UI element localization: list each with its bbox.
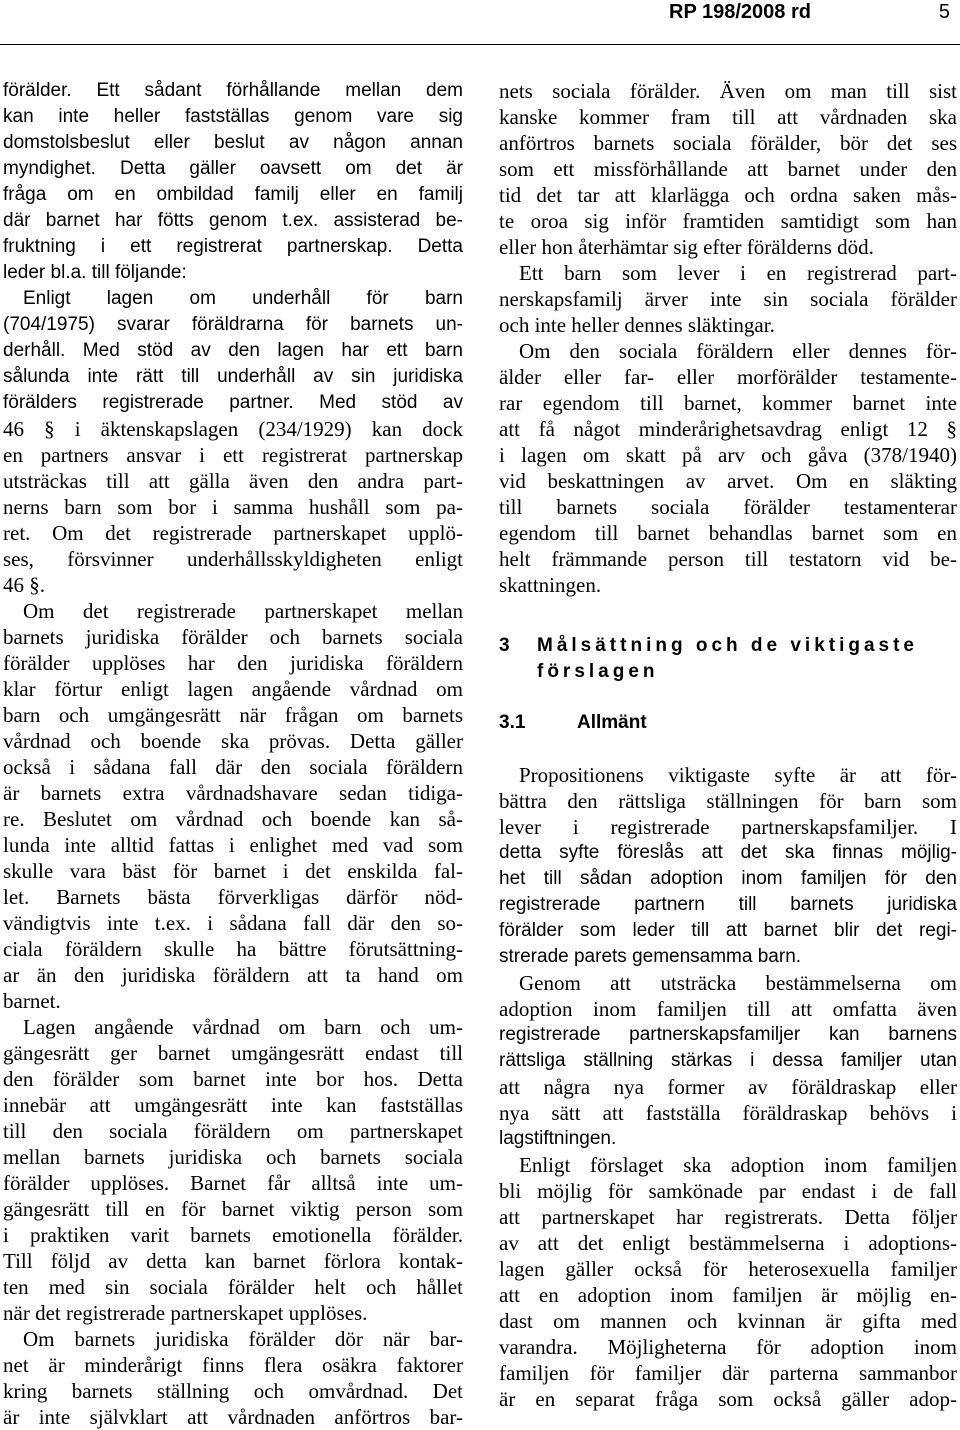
text-line: ret. Om det registrerade partnerskapet upplö-	[3, 521, 463, 545]
text-line: är en separat fråga som också gäller adop-	[499, 1387, 957, 1411]
text-line: (704/1975) svarar föräldrarna för barnets un-	[3, 314, 463, 335]
text-line: i praktiken varit barnets emotionella förälder.	[3, 1223, 463, 1247]
text-line: Enligt förslaget ska adoption inom familjen	[519, 1153, 957, 1177]
text-line: fruktning i ett registrerat partnerskap. Detta	[3, 236, 463, 257]
text-line: eller hon återhämtar sig efter förälderns död.	[499, 235, 874, 259]
text-line: som ett missförhållande att barnet under den	[499, 157, 957, 181]
text-line: av att det enligt bestämmelserna i adoptions-	[499, 1231, 957, 1255]
section-3-1-number: 3.1	[499, 712, 526, 733]
text-line: adoption inom familjen till att omfatta även	[499, 997, 957, 1021]
text-line: anförtros barnets sociala förälder, bör det ses	[499, 131, 957, 155]
text-line: let. Barnets bästa förverkligas därför nöd-	[3, 885, 463, 909]
text-line: innebär att umgängesrätt inte kan fastställas	[3, 1093, 463, 1117]
text-line: ar än den juridiska föräldern att ta hand om	[3, 963, 463, 987]
page-number: 5	[938, 1, 950, 23]
text-line: är inte självklart att vårdnaden anförtros bar-	[3, 1405, 463, 1429]
text-line: ses, försvinner underhållsskyldigheten enligt	[3, 547, 463, 571]
text-line: den förälder som barnet inte bor hos. Detta	[3, 1067, 463, 1091]
text-line: barnet.	[3, 989, 61, 1013]
text-line: när det registrerade partnerskapet upplöses.	[3, 1301, 368, 1325]
text-line: förälder upplöses har den juridiska föräldern	[3, 651, 463, 675]
text-line: sålunda inte rätt till underhåll av sin juridiska	[3, 366, 463, 387]
text-line: att några nya former av föräldraskap eller	[499, 1075, 957, 1099]
section-3-heading	[499, 633, 918, 659]
text-line: nerns barn som bor i samma hushåll som pa-	[3, 495, 463, 519]
text-line: Propositionens viktigaste syfte är att för-	[519, 763, 957, 787]
text-line: förälders registrerade partner. Med stöd av	[3, 392, 463, 413]
text-line: gängesrätt till en för barnet viktig person som	[3, 1197, 463, 1221]
text-line: varandra. Möjligheterna för adoption inom	[499, 1335, 957, 1359]
text-line: 46 §.	[3, 573, 45, 597]
text-line: ten med sin sociala förälder helt och hållet	[3, 1275, 463, 1299]
text-line: bli möjlig för samkönade par endast i de fall	[499, 1179, 957, 1203]
right-text-column-top	[499, 78, 957, 598]
text-line: kring barnets ställning och omvårdnad. Det	[3, 1379, 463, 1403]
text-line: strerade parets gemensamma barn.	[499, 946, 802, 967]
text-line: Om den sociala föräldern eller dennes för-	[519, 339, 957, 363]
text-line: Genom att utsträcka bestämmelserna om	[519, 971, 957, 995]
text-line: familjen för familjer där parterna sammanbor	[499, 1361, 957, 1385]
left-text-column	[3, 78, 463, 1430]
text-line: också i sådana fall där den sociala föräldern	[3, 755, 463, 779]
text-line: en partners ansvar i ett registrerat partnerskap	[3, 443, 463, 467]
text-line: rar egendom till barnet, kommer barnet inte	[499, 391, 957, 415]
text-line: till den sociala föräldern om partnerskapet	[3, 1119, 463, 1143]
text-line: Till följd av detta kan barnet förlora kontak-	[3, 1249, 463, 1273]
text-line: fråga om en ombildad familj eller en familj	[3, 184, 463, 205]
text-line: kanske kommer fram till att vårdnaden ska	[499, 105, 957, 129]
text-line: gängesrätt ger barnet umgängesrätt endast till	[3, 1041, 463, 1065]
text-line: vändigtvis inte t.ex. i sådana fall där den so-	[3, 911, 463, 935]
text-line: registrerade partnerskapsfamiljer kan barnens	[499, 1024, 957, 1045]
text-line: dast om mannen och kvinnan är gifta med	[499, 1309, 957, 1333]
text-line: mellan barnets juridiska och barnets sociala	[3, 1145, 463, 1169]
text-line: kan inte heller fastställas genom vare sig	[3, 106, 463, 127]
text-line: Om barnets juridiska förälder dör när bar-	[23, 1327, 463, 1351]
text-line: förälder som leder till att barnet blir det regi-	[499, 920, 957, 941]
section-3-title-line1: Målsättning och de viktigaste	[537, 635, 918, 656]
text-line: vid beskattningen av arvet. Om en släkting	[499, 469, 957, 493]
text-line: klar förtur enligt lagen angående vårdnad om	[3, 677, 463, 701]
text-line: tid det tar att klarlägga och ordna saken mås-	[499, 183, 957, 207]
text-line: barn och umgängesrätt när frågan om barnets	[3, 703, 463, 727]
text-line: lagstiftningen.	[499, 1128, 617, 1149]
header-rule	[0, 44, 960, 45]
section-3-title-line2: förslagen	[537, 661, 659, 682]
text-line: detta syfte föreslås att det ska finnas möjlig-	[499, 842, 957, 863]
section-3-1-heading	[499, 710, 647, 736]
text-line: myndighet. Detta gäller oavsett om det är	[3, 158, 463, 179]
text-line: domstolsbeslut eller beslut av någon annan	[3, 132, 463, 153]
text-line: helt främmande person till testatorn vid be-	[499, 547, 957, 571]
text-line: derhåll. Med stöd av den lagen har ett barn	[3, 340, 463, 361]
text-line: där barnet har fötts genom t.ex. assisterad be-	[3, 210, 463, 231]
text-line: vårdnad och boende ska prövas. Detta gäller	[3, 729, 463, 753]
text-line: net är minderårigt finns flera osäkra faktorer	[3, 1353, 463, 1377]
text-line: ciala föräldern skulle ha bättre förutsättning-	[3, 937, 463, 961]
text-line: att partnerskapet har registrerats. Detta följer	[499, 1205, 957, 1229]
text-line: i lagen om skatt på arv och gåva (378/1940)	[499, 443, 957, 467]
text-line: till barnets sociala förälder testamenterar	[499, 495, 957, 519]
text-line: te oroa sig inför framtiden samtidigt som han	[499, 209, 957, 233]
right-text-column-bottom	[499, 762, 957, 1412]
text-line: Ett barn som lever i en registrerad part-	[519, 261, 957, 285]
text-line: 46 § i äktenskapslagen (234/1929) kan dock	[3, 417, 463, 441]
text-line: förälder. Ett sådant förhållande mellan dem	[3, 80, 463, 101]
text-line: leder bl.a. till följande:	[3, 262, 187, 283]
text-line: rättsliga ställning stärkas i dessa familjer utan	[499, 1050, 957, 1071]
text-line: Enligt lagen om underhåll för barn	[23, 288, 463, 309]
text-line: skattningen.	[499, 573, 602, 597]
text-line: lunda inte alltid fattas i enlighet med vad som	[3, 833, 463, 857]
text-line: är barnets extra vårdnadshavare sedan tidiga-	[3, 781, 463, 805]
text-line: älder eller far- eller morförälder testamente-	[499, 365, 957, 389]
text-line: het till sådan adoption inom familjen för den	[499, 868, 957, 889]
section-3-1-title: Allmänt	[577, 712, 647, 733]
document-reference: RP 198/2008 rd	[669, 1, 811, 23]
text-line: egendom till barnet behandlas barnet som en	[499, 521, 957, 545]
text-line: barnets juridiska förälder och barnets sociala	[3, 625, 463, 649]
text-line: skulle vara bäst för barnet i det enskilda fal-	[3, 859, 463, 883]
text-line: Om det registrerade partnerskapet mellan	[23, 599, 463, 623]
text-line: lever i registrerade partnerskapsfamiljer. I	[499, 815, 957, 839]
section-3-heading-cont	[499, 659, 659, 685]
text-line: lagen gäller också för heterosexuella familjer	[499, 1257, 957, 1281]
text-line: registrerade partnern till barnets juridiska	[499, 894, 957, 915]
text-line: nets sociala förälder. Även om man till sist	[499, 79, 957, 103]
text-line: Lagen angående vårdnad om barn och um-	[23, 1015, 463, 1039]
text-line: att en adoption inom familjen är möjlig en-	[499, 1283, 957, 1307]
text-line: att få något minderårighetsavdrag enligt 12 §	[499, 417, 957, 441]
section-3-number: 3	[499, 635, 510, 656]
text-line: bättra den rättsliga ställningen för barn som	[499, 789, 957, 813]
text-line: nerskapsfamilj ärver inte sin sociala förälder	[499, 287, 957, 311]
text-line: re. Beslutet om vårdnad och boende kan så-	[3, 807, 463, 831]
text-line: utsträckas till att gälla även den andra part-	[3, 469, 463, 493]
text-line: nya sätt att fastställa föräldraskap behövs i	[499, 1101, 957, 1125]
text-line: förälder upplöses. Barnet får alltså inte um-	[3, 1171, 463, 1195]
text-line: och inte heller dennes släktingar.	[499, 313, 775, 337]
